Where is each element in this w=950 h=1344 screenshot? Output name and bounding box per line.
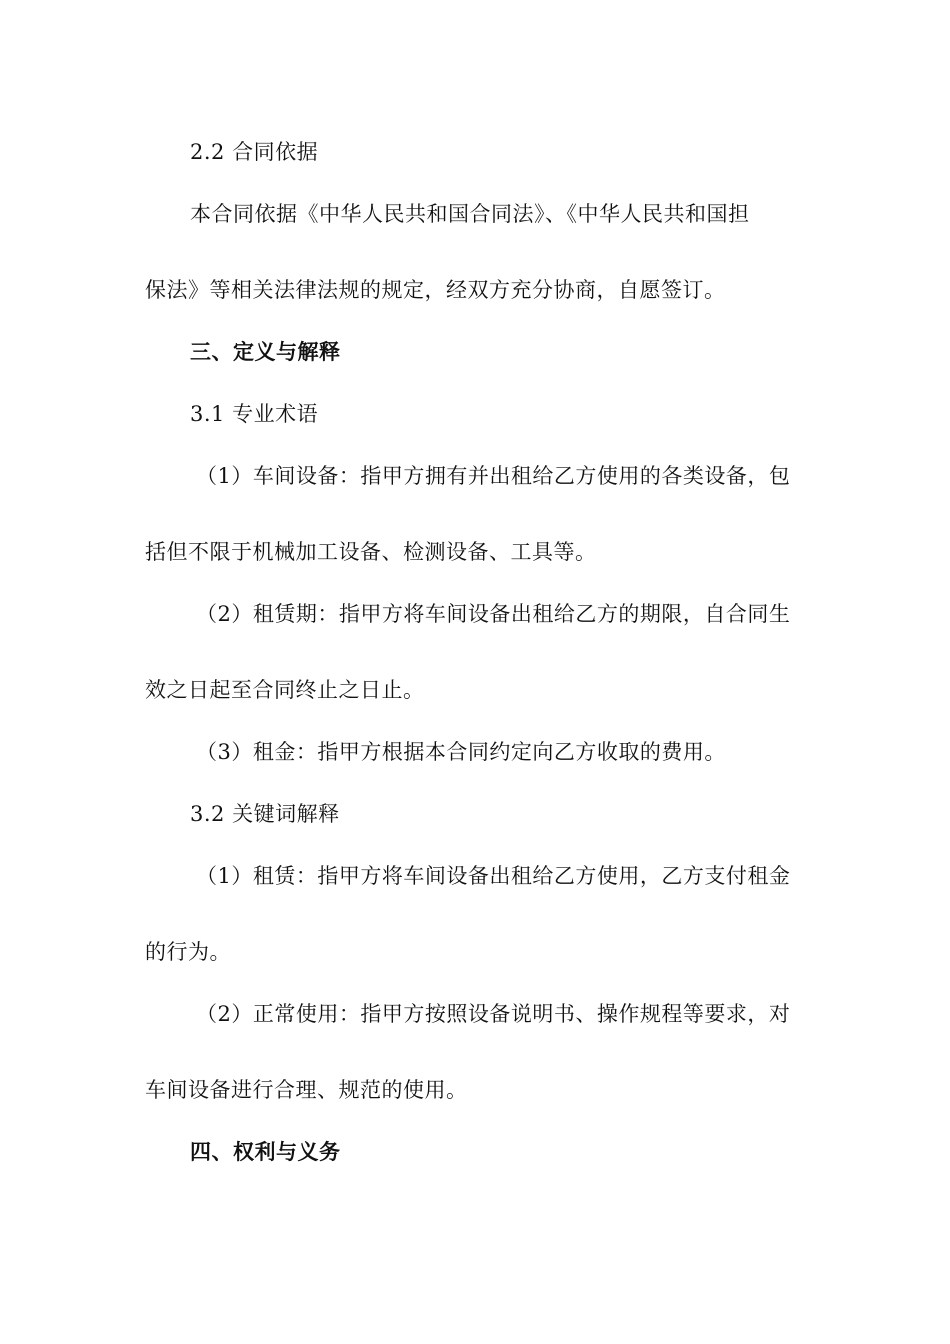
paragraph-line: （2）正常使用：指甲方按照设备说明书、操作规程等要求，对	[196, 1002, 791, 1026]
paragraph-line: 保法》等相关法律法规的规定，经双方充分协商，自愿签订。	[145, 278, 726, 302]
paragraph-line: 本合同依据《中华人民共和国合同法》、《中华人民共和国担	[190, 202, 750, 226]
subsection-heading-2-2: 2.2 合同依据	[190, 140, 319, 164]
paragraph-line: （1）租赁：指甲方将车间设备出租给乙方使用，乙方支付租金	[196, 864, 791, 888]
paragraph-line: （1）车间设备：指甲方拥有并出租给乙方使用的各类设备，包	[196, 464, 791, 488]
subsection-heading-3-1: 3.1 专业术语	[190, 402, 319, 426]
paragraph-line: （3）租金：指甲方根据本合同约定向乙方收取的费用。	[196, 740, 726, 764]
section-heading-4: 四、权利与义务	[190, 1139, 341, 1164]
paragraph-line: 效之日起至合同终止之日止。	[145, 678, 425, 702]
paragraph-line: （2）租赁期：指甲方将车间设备出租给乙方的期限，自合同生	[196, 602, 791, 626]
section-heading-3: 三、定义与解释	[190, 339, 341, 364]
paragraph-line: 的行为。	[145, 940, 231, 964]
paragraph-line: 括但不限于机械加工设备、检测设备、工具等。	[145, 540, 597, 564]
paragraph-line: 车间设备进行合理、规范的使用。	[145, 1078, 468, 1102]
subsection-heading-3-2: 3.2 关键词解释	[190, 802, 340, 826]
